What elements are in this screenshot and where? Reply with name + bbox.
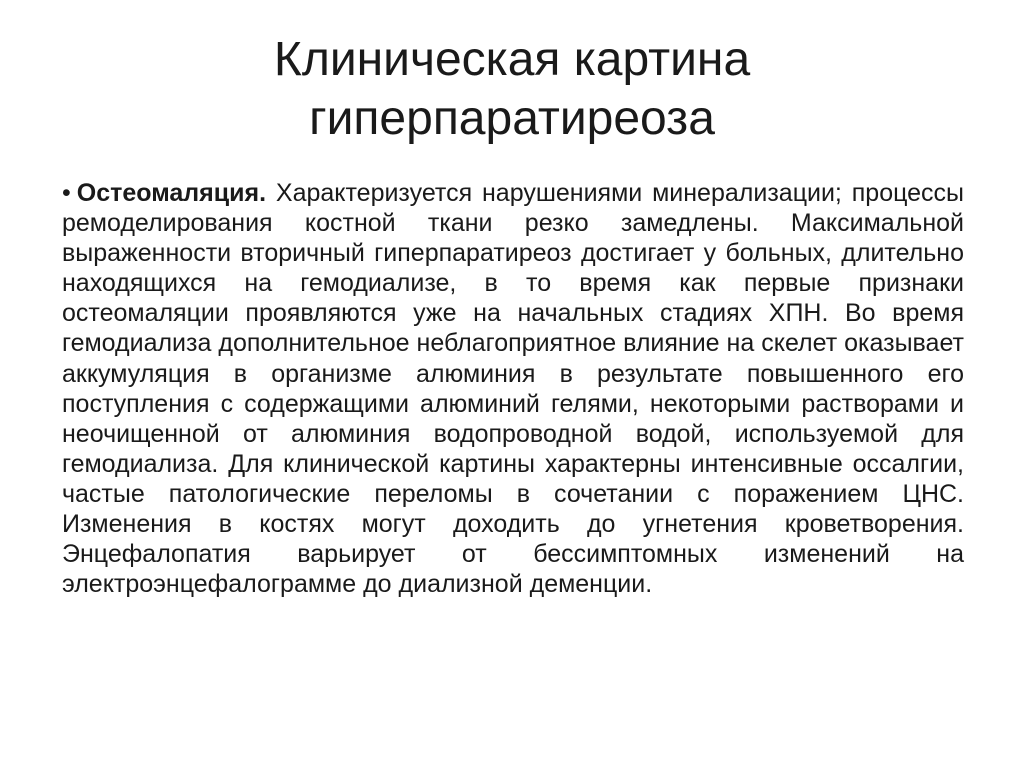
bullet-marker: • xyxy=(62,179,71,207)
bullet-paragraph xyxy=(62,178,964,599)
slide-title xyxy=(60,30,964,148)
title-line-1: Клиническая картина xyxy=(273,33,751,86)
title-line-2: гиперпаратиреоза xyxy=(309,92,715,145)
bullet-term: Остеомаляция. xyxy=(76,179,267,207)
bullet-text: Характеризуется нарушениями минерализации; процессы ремоделирования костной ткани резко замедлены. Максимальной выраженности вторичный гиперпаратиреоз достигает у больных, длительно находящихся на гемодиализе, в то время как первые признаки остеомаляции проявляются уже на начальных стадиях ХПН. Во время гемодиализа дополнительное неблагоприятное влияние на скелет оказывает аккумуляция в организме алюминия в результате повышенного его поступления с содержащими алюминий гелями, некоторыми растворами и неочищенной от алюминия водопроводной водой, используемой для гемодиализа. Для клинической картины характерны интенсивные оссалгии, частые патологические переломы в сочетании с поражением ЦНС. Изменения в костях могут доходить до угнетения кроветворения. Энцефалопатия варьирует от бессимптомных изменений на электроэнцефалограмме до диализной деменции. xyxy=(62,179,965,599)
